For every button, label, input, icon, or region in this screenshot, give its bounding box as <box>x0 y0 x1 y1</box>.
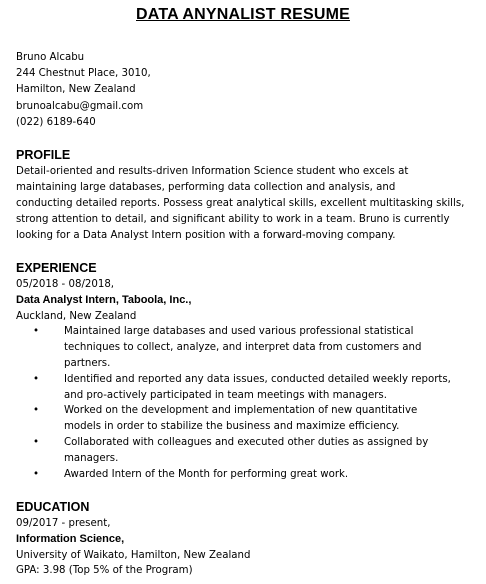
bullet-line: Identified and reported any data issues, conducted detailed weekly reports, <box>64 373 451 385</box>
experience-heading: EXPERIENCE <box>16 261 97 275</box>
experience-dates: 05/2018 - 08/2018, <box>16 279 115 290</box>
education-degree: Information Science, <box>16 532 125 545</box>
bullet-line: Awarded Intern of the Month for performing great work. <box>64 468 349 480</box>
bullet-line: Maintained large databases and used various professional statistical <box>64 326 414 338</box>
contact-phone: (022) 6189-640 <box>16 116 96 128</box>
bullet-dot-icon: • <box>33 436 40 448</box>
bullet-dot-icon: • <box>33 405 40 417</box>
list-item <box>16 324 478 371</box>
profile-line: strong attention to detail, and significant ability to work in a team. Bruno is currently <box>16 214 450 226</box>
bullet-dot-icon: • <box>33 373 40 385</box>
bullet-dot-icon: • <box>33 468 40 480</box>
contact-address-line-1: 244 Chestnut Place, 3010, <box>16 68 151 80</box>
profile-line: maintaining large databases, performing data collection and analysis, and <box>16 182 396 194</box>
contact-block <box>16 50 151 131</box>
profile-line: conducting detailed reports. Possess great analytical skills, excellent multitasking skills, <box>16 198 465 210</box>
bullet-line: managers. <box>64 452 119 464</box>
profile-summary <box>16 164 478 244</box>
bullet-line: Worked on the development and implementation of new quantitative <box>64 405 418 417</box>
bullet-line: and pro-actively participated in team meetings with managers. <box>64 389 387 401</box>
profile-heading: PROFILE <box>16 148 71 162</box>
education-dates: 09/2017 - present, <box>16 518 111 529</box>
list-item <box>16 403 478 435</box>
resume-title: DATA ANYNALIST RESUME <box>136 6 350 23</box>
education-entry <box>16 516 478 579</box>
contact-address-line-2: Hamilton, New Zealand <box>16 84 136 96</box>
education-heading: EDUCATION <box>16 500 90 514</box>
education-school: University of Waikato, Hamilton, New Zealand <box>16 549 251 561</box>
list-item <box>16 372 478 404</box>
bullet-line: Collaborated with colleagues and executed other duties as assigned by <box>64 436 429 448</box>
list-item <box>16 467 478 483</box>
bullet-line: partners. <box>64 357 111 369</box>
list-item <box>16 435 478 467</box>
experience-location: Auckland, New Zealand <box>16 310 137 322</box>
bullet-dot-icon: • <box>33 326 40 338</box>
experience-entry <box>16 277 478 482</box>
profile-line: looking for a Data Analyst Intern position with a forward-moving company. <box>16 230 396 242</box>
experience-bullet-list <box>16 324 478 482</box>
bullet-line: models in order to stabilize the business and maximize efficiency. <box>64 421 400 433</box>
contact-name: Bruno Alcabu <box>16 52 85 63</box>
contact-email: brunoalcabu@gmail.com <box>16 100 144 112</box>
education-gpa: GPA: 3.98 (Top 5% of the Program) <box>16 565 193 577</box>
experience-job-title: Data Analyst Intern, Taboola, Inc., <box>16 293 192 306</box>
bullet-line: techniques to collect, analyze, and interpret data from customers and <box>64 342 422 354</box>
profile-line: Detail-oriented and results-driven Information Science student who excels at <box>16 166 409 177</box>
